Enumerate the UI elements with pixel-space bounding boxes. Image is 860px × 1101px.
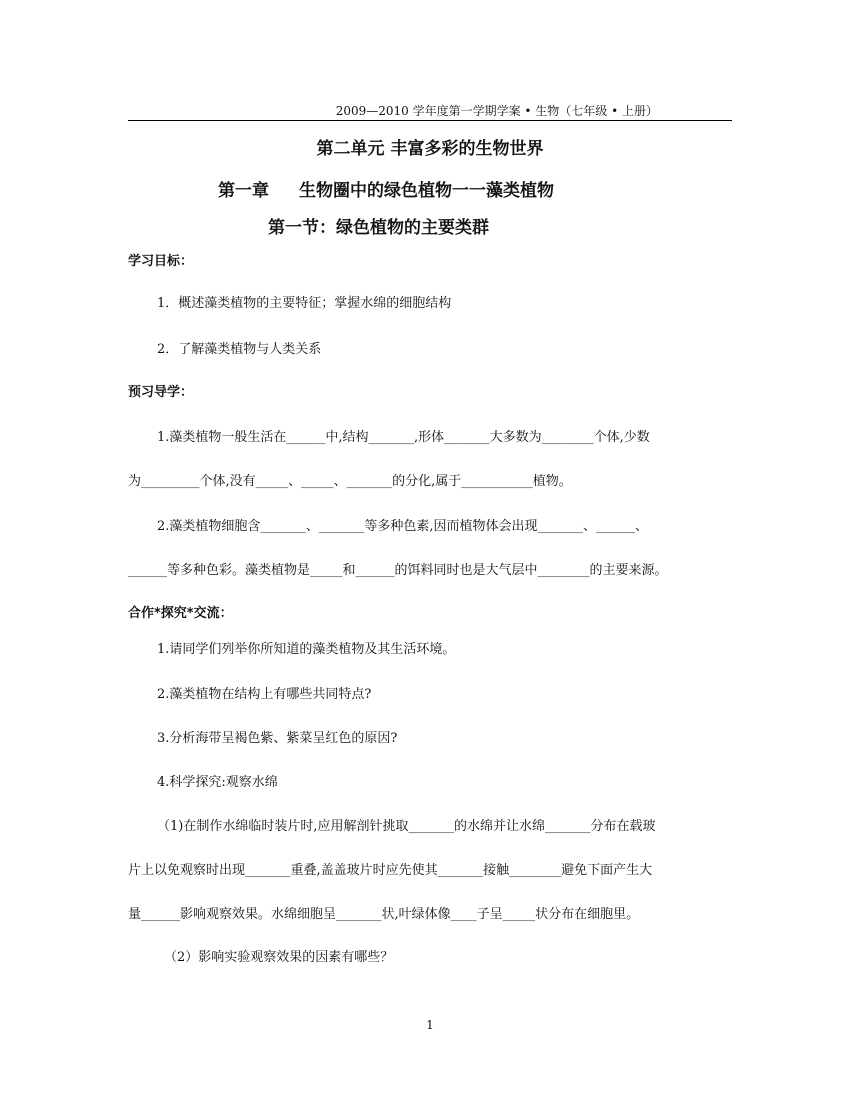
header-rule [128,120,732,121]
preview-line: 为_________个体,没有_____、_____、_______的分化,属于___________植物。 [128,474,572,489]
cooperation-line: 片上以免观察时出现_______重叠,盖盖玻片时应先使其_______接触________避免下面产生大 [128,863,653,878]
chapter-name: 生物圈中的绿色植物一一藻类植物 [299,181,554,201]
objective-item: 1．概述藻类植物的主要特征；掌握水绵的细胞结构 [157,296,452,311]
preview-line: 2.藻类植物细胞含_______、_______等多种色素,因而植物体会出现_______、______、 [157,519,649,534]
preview-line: 1.藻类植物一般生活在______中,结构_______,形体_______大多数为________个体,少数 [157,430,650,445]
cooperation-line: 量______影响观察效果。水绵细胞呈_______状,叶绿体像____子呈_____状分布在细胞里。 [128,907,640,922]
chapter-title [218,176,554,201]
preview-line: ______等多种色彩。藻类植物是_____和______的饵料同时也是大气层中________的主要来源。 [128,563,668,578]
running-header: 2009—2010 学年度第一学期学案 • 生物（七年级 • 上册） [335,104,658,118]
cooperation-heading: 合作*探究*交流： [128,606,233,621]
chapter-prefix: 第一章 [218,181,269,201]
cooperation-line: （1)在制作水绵临时装片时,应用解剖针挑取_______的水绵并让水绵_______分布在载玻 [157,819,656,834]
objectives-heading: 学习目标： [128,254,194,269]
page-number: 1 [426,1018,434,1032]
unit-title: 第二单元 丰富多彩的生物世界 [316,139,544,159]
cooperation-line: 4.科学探究:观察水绵 [157,775,278,790]
preview-heading: 预习导学： [128,385,194,400]
section-title: 第一节：绿色植物的主要类群 [268,218,489,238]
cooperation-line: 2.藻类植物在结构上有哪些共同特点? [157,687,372,702]
cooperation-line: 1.请同学们列举你所知道的藻类植物及其生活环境。 [157,642,456,657]
cooperation-line: （2）影响实验观察效果的因素有哪些？ [164,950,394,965]
cooperation-line: 3.分析海带呈褐色紫、紫菜呈红色的原因? [157,731,398,746]
objective-item: 2．了解藻类植物与人类关系 [157,342,322,357]
